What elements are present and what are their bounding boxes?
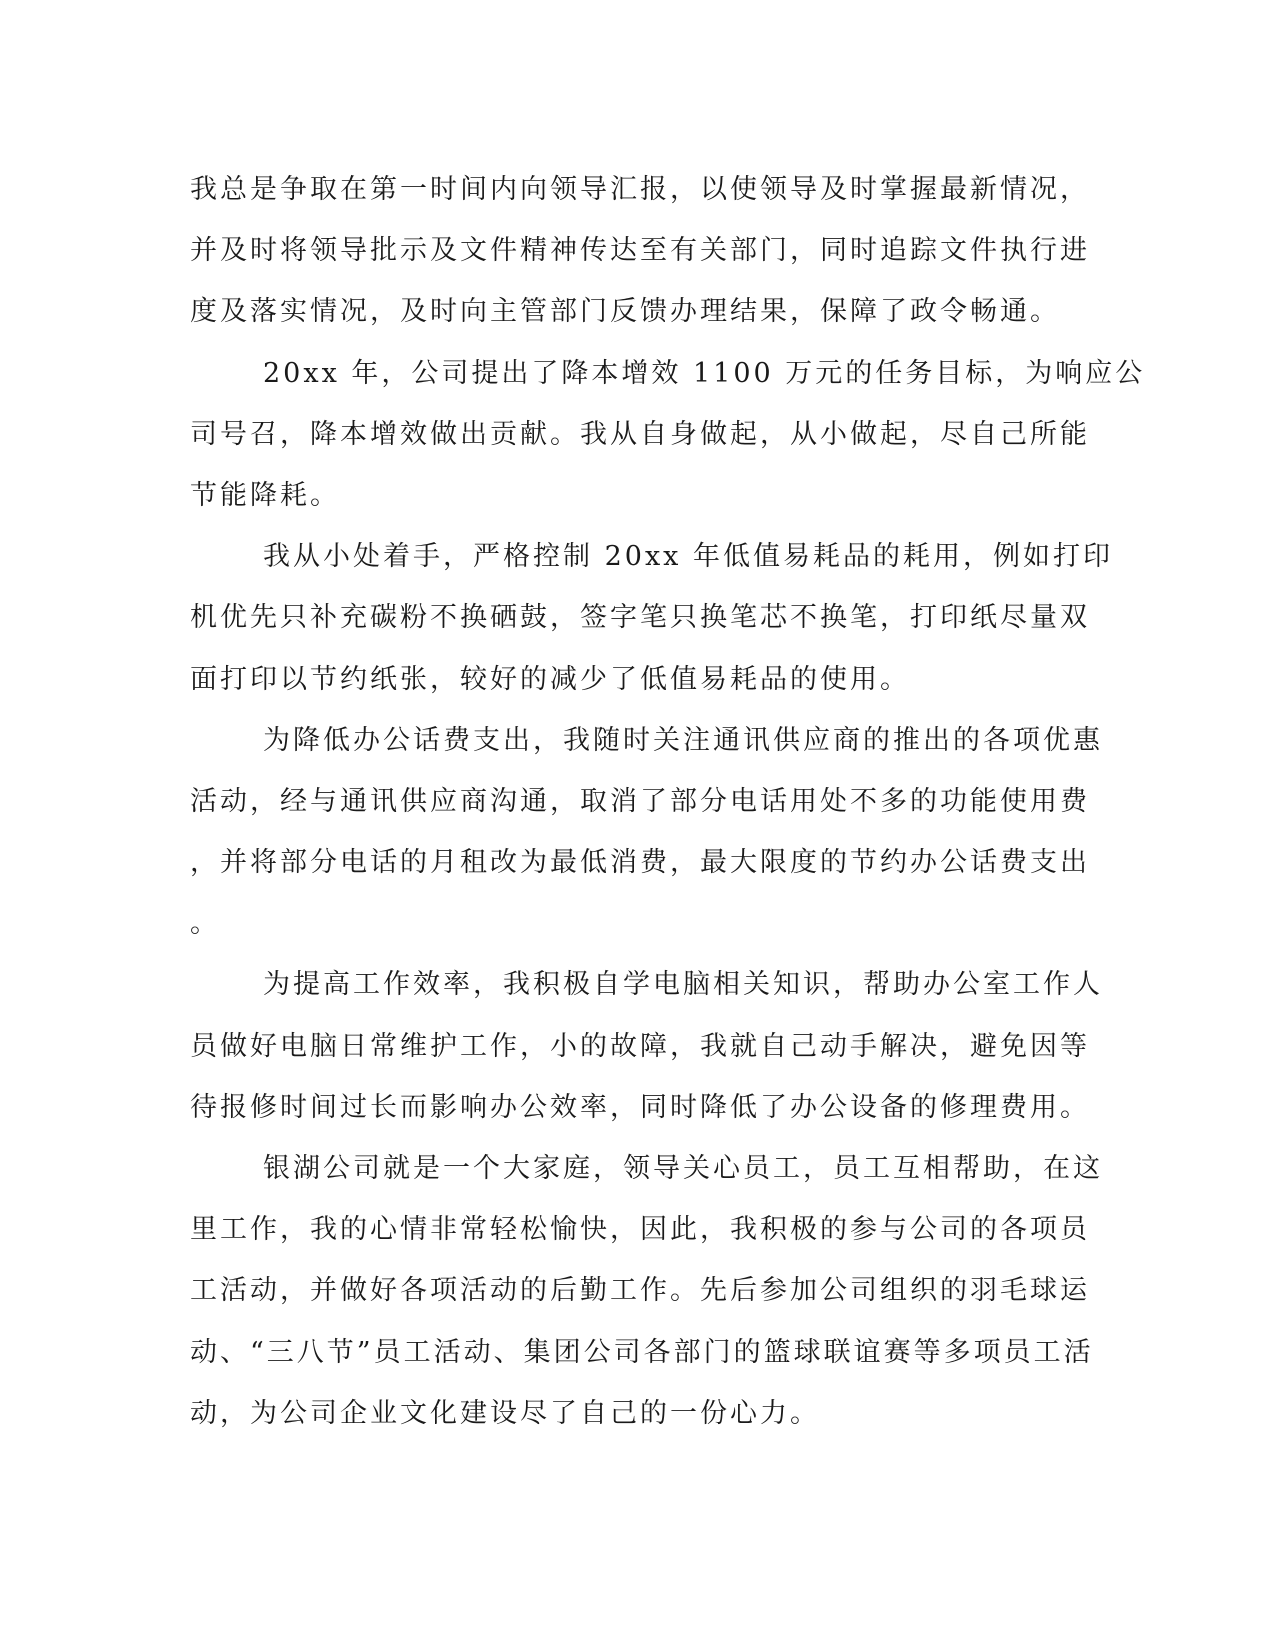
text-line: 里工作，我的心情非常轻松愉快，因此，我积极的参与公司的各项员 xyxy=(190,1214,1090,1246)
text-line: 为降低办公话费支出，我随时关注通讯供应商的推出的各项优惠 xyxy=(263,724,1103,756)
text-line: 动，为公司企业文化建设尽了自己的一份心力。 xyxy=(190,1397,820,1429)
text-line: 机优先只补充碳粉不换硒鼓，签字笔只换笔芯不换笔，打印纸尽量双 xyxy=(190,602,1090,634)
text-line: 我总是争取在第一时间内向领导汇报，以使领导及时掌握最新情况， xyxy=(190,174,1090,205)
text-line: 20xx 年，公司提出了降本增效 1100 万元的任务目标，为响应公 xyxy=(263,357,1146,389)
text-line: 员做好电脑日常维护工作，小的故障，我就自己动手解决，避免因等 xyxy=(190,1030,1090,1062)
paragraph-3 xyxy=(190,526,1113,710)
paragraph-1 xyxy=(190,159,1090,343)
text-line: 为提高工作效率，我积极自学电脑相关知识，帮助办公室工作人 xyxy=(263,969,1103,1001)
text-line: 度及落实情况，及时向主管部门反馈办理结果，保障了政令畅通。 xyxy=(190,296,1060,328)
text-line: ，并将部分电话的月租改为最低消费，最大限度的节约办公话费支出 xyxy=(190,847,1090,879)
text-line: 面打印以节约纸张，较好的减少了低值易耗品的使用。 xyxy=(190,663,910,695)
document-body xyxy=(190,159,1146,1444)
paragraph-4 xyxy=(190,710,1103,955)
paragraph-5 xyxy=(190,954,1103,1138)
text-line: 我从小处着手，严格控制 20xx 年低值易耗品的耗用，例如打印 xyxy=(263,541,1113,573)
paragraph-2 xyxy=(190,343,1146,527)
text-line: 工活动，并做好各项活动的后勤工作。先后参加公司组织的羽毛球运 xyxy=(190,1275,1090,1307)
text-line: 活动，经与通讯供应商沟通，取消了部分电话用处不多的功能使用费 xyxy=(190,785,1090,817)
paragraph-6 xyxy=(190,1138,1103,1444)
text-line: 待报修时间过长而影响办公效率，同时降低了办公设备的修理费用。 xyxy=(190,1091,1090,1123)
text-line: 并及时将领导批示及文件精神传达至有关部门，同时追踪文件执行进 xyxy=(190,235,1090,267)
text-line: 银湖公司就是一个大家庭，领导关心员工，员工互相帮助，在这 xyxy=(263,1153,1103,1184)
text-line: 节能降耗。 xyxy=(190,479,340,511)
text-line: 司号召，降本增效做出贡献。我从自身做起，从小做起，尽自己所能 xyxy=(190,418,1090,450)
text-line: 。 xyxy=(190,908,220,940)
text-line: 动、“三八节”员工活动、集团公司各部门的篮球联谊赛等多项员工活 xyxy=(190,1336,1094,1368)
